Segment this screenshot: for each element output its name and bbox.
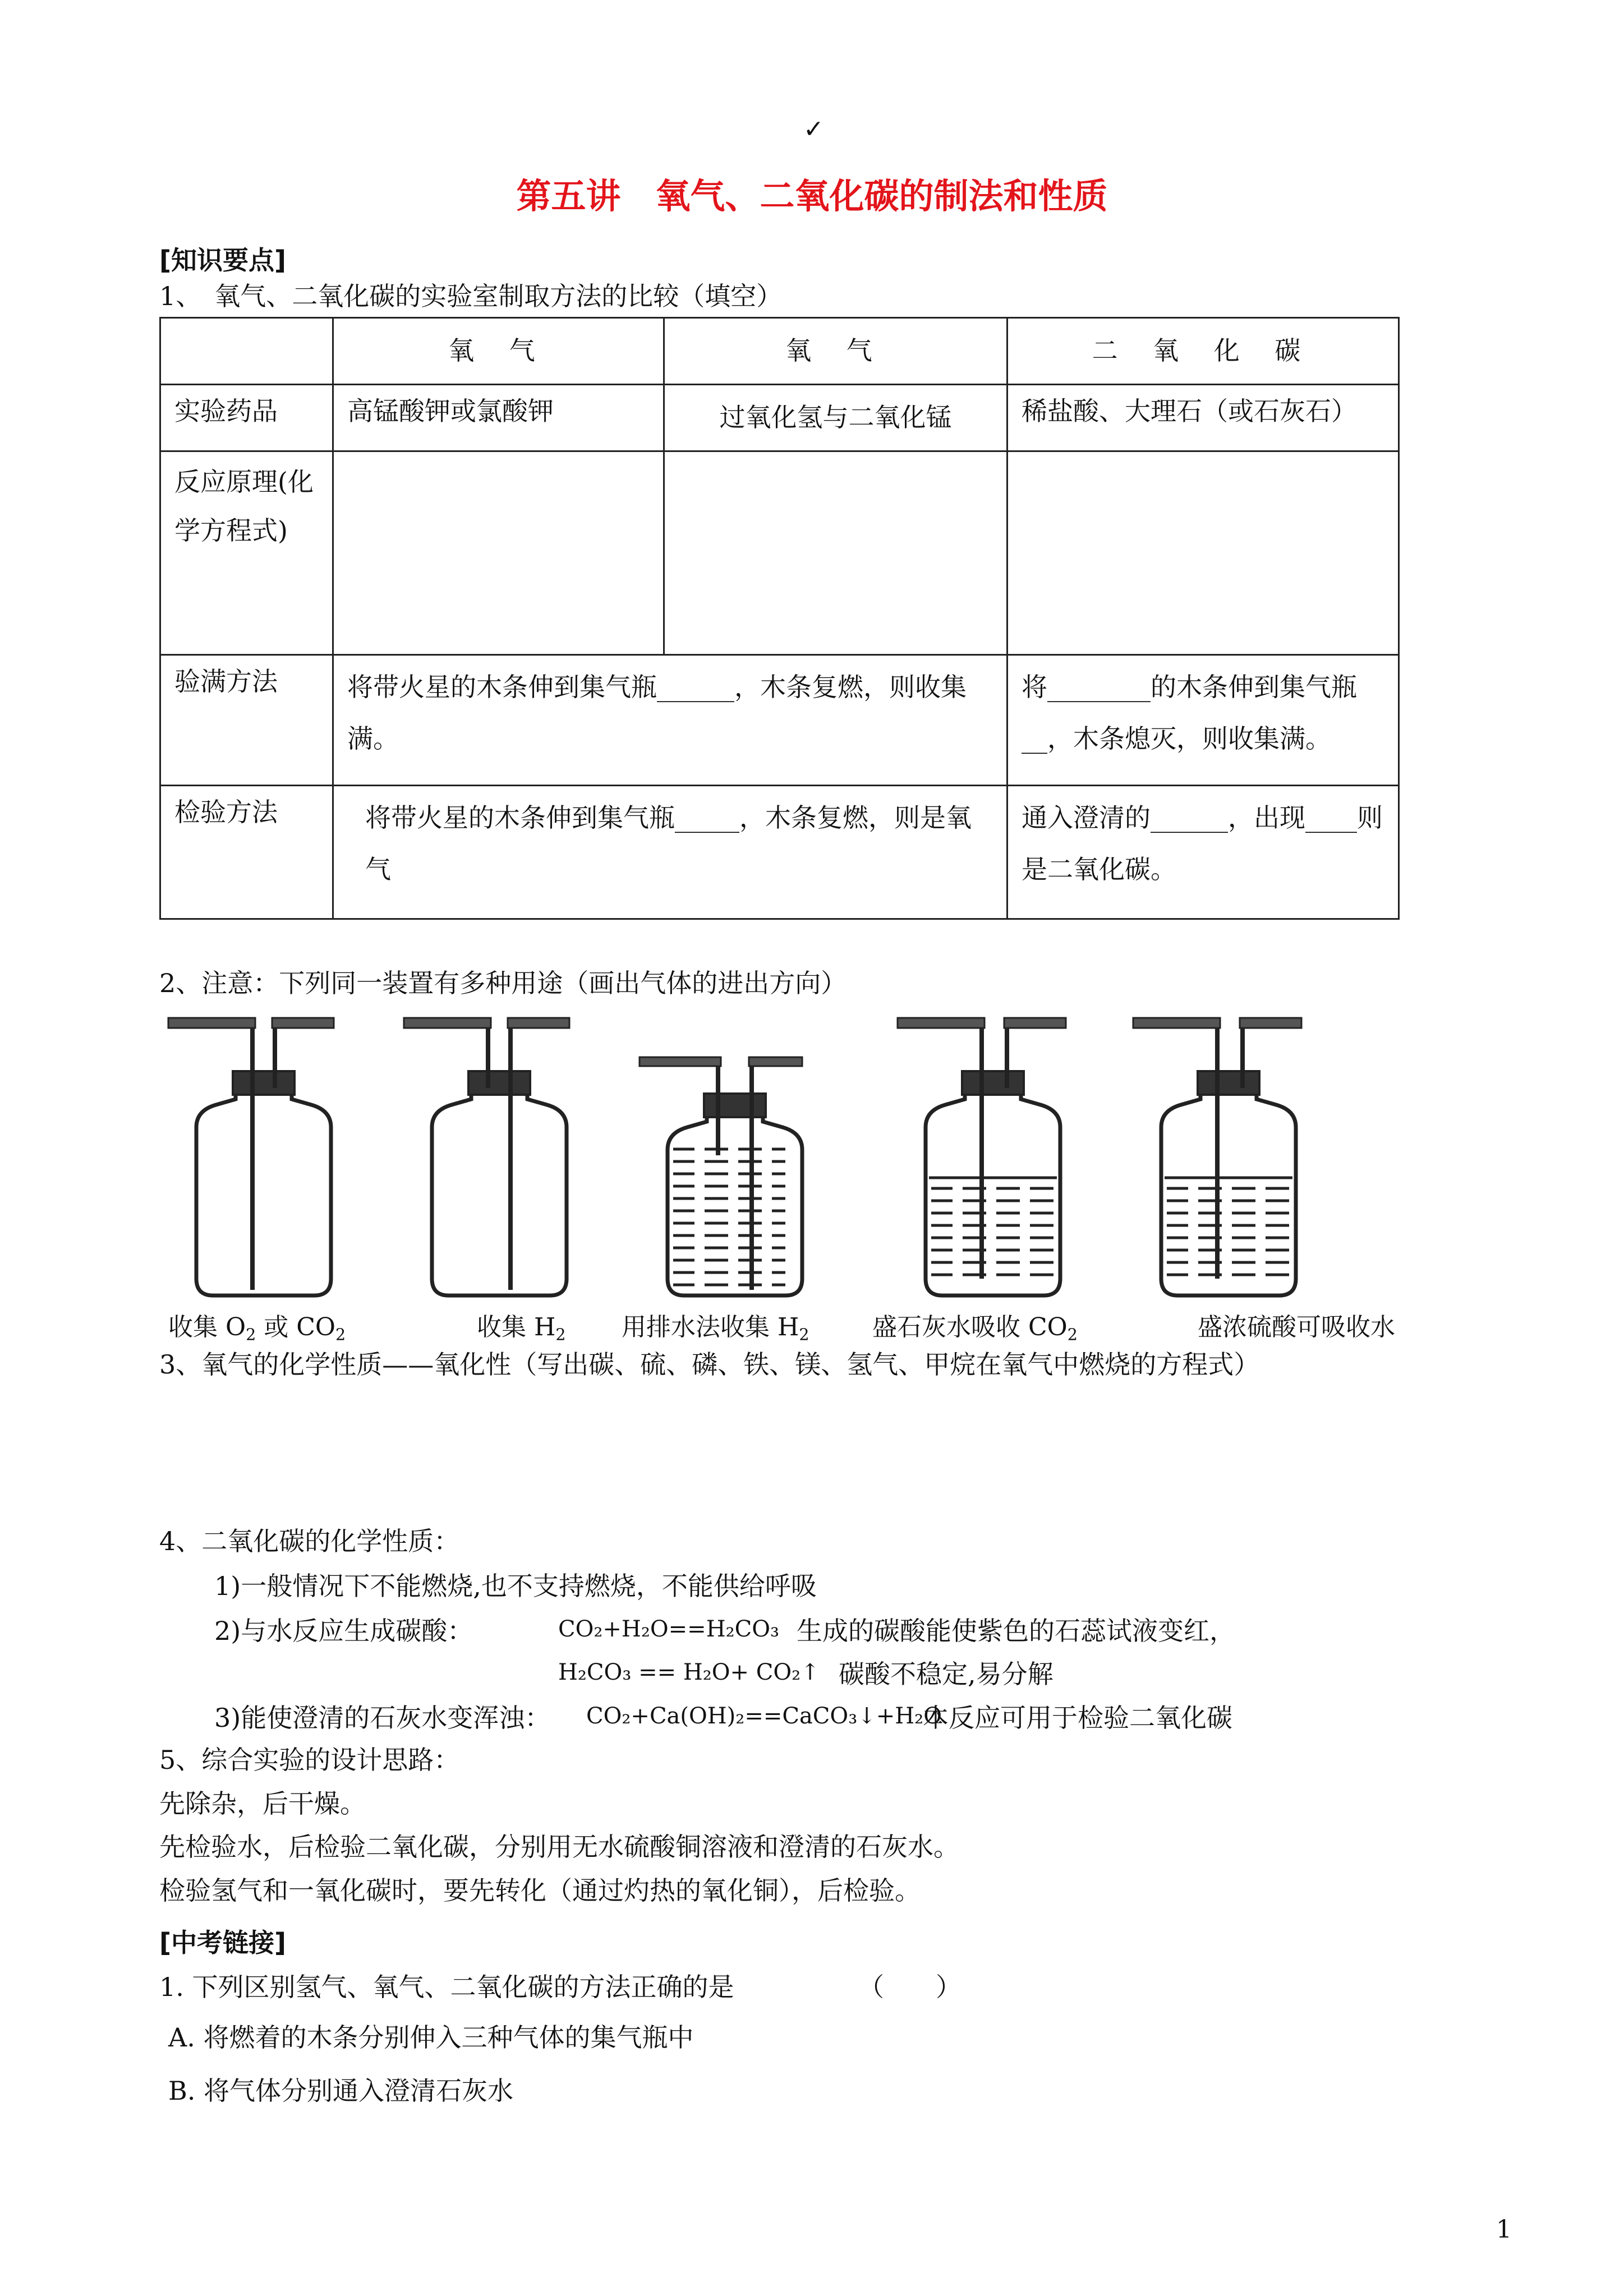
table-header-cell: 氧 气 (333, 318, 664, 385)
table-cell: 稀盐酸、大理石（或石灰石） (1007, 385, 1399, 451)
table-row (160, 385, 1399, 451)
caption-bottle-5: 盛浓硫酸可吸收水 (1198, 1313, 1395, 1341)
caption-bottle-3: 用排水法收集 $H_2$ (622, 1313, 809, 1344)
question-5-text: 5、综合实验的设计思路： (159, 1745, 460, 1775)
caption-bottle-4: 盛石灰水吸收 $CO_2$ (872, 1313, 1078, 1344)
bottle-water-displacement (640, 1057, 802, 1295)
q4-line-2b: 生成的碳酸能使紫色的石蕊试液变红， (797, 1616, 1235, 1646)
q4-line-1: 1)一般情况下不能燃烧,也不支持燃烧，不能供给呼吸 (214, 1571, 817, 1601)
table-row (160, 655, 1399, 786)
section-heading-knowledge: [知识要点] (159, 245, 287, 275)
row-label: 验满方法 (160, 655, 333, 786)
page-title: 第五讲 氧气、二氧化碳的制法和性质 (516, 176, 1108, 216)
q4-line-3a: 3)能使澄清的石灰水变浑浊： (214, 1703, 551, 1733)
q5-line-3: 检验氢气和一氧化碳时，要先转化（通过灼热的氧化铜），后检验。 (159, 1875, 921, 1906)
question-2-text: 2、注意：下列同一装置有多种用途（画出气体的进出方向） (159, 968, 847, 998)
table-cell[interactable] (664, 451, 1007, 655)
mc-question-1: 1. 下列区别氢气、氧气、二氧化碳的方法正确的是 (159, 1972, 734, 2002)
q4-line-3b: 本反应可用于检验二氧化碳 (923, 1703, 1232, 1733)
gas-bottle-diagrams (163, 1009, 1453, 1324)
option-b[interactable]: B. 将气体分别通入澄清石灰水 (168, 2076, 514, 2106)
table-cell: 将带火星的木条伸到集气瓶______，木条复燃，则收集满。 (333, 655, 1007, 786)
bottle-collect-o2-co2 (168, 1018, 334, 1295)
table-row (160, 786, 1399, 919)
option-a[interactable]: A. 将燃着的木条分别伸入三种气体的集气瓶中 (168, 2022, 694, 2053)
table-header-cell: 二 氧 化 碳 (1007, 318, 1399, 385)
table-cell: 高锰酸钾或氯酸钾 (333, 385, 664, 451)
answer-blank[interactable]: （ ） (858, 1972, 961, 2002)
caption-bottle-2: 收集 $H_2$ (477, 1313, 566, 1344)
bottle-collect-h2 (404, 1018, 569, 1295)
section-heading-exam-links: [中考链接] (159, 1928, 287, 1958)
row-label: 反应原理(化学方程式) (160, 451, 333, 655)
question-4-text: 4、二氧化碳的化学性质： (159, 1526, 460, 1556)
comparison-table (159, 317, 1400, 920)
table-header-cell: 氧 气 (664, 318, 1007, 385)
equation-limewater: CO₂+Ca(OH)₂==CaCO₃↓+H₂O (586, 1703, 942, 1729)
q4-line-2c: 碳酸不稳定,易分解 (839, 1659, 1053, 1689)
table-header-row (160, 318, 1399, 385)
table-cell: 通入澄清的______，出现____则是二氧化碳。 (1007, 786, 1399, 919)
table-header-cell (160, 318, 333, 385)
table-cell: 将带火星的木条伸到集气瓶_____，木条复燃，则是氧气 (333, 786, 1007, 919)
row-label: 检验方法 (160, 786, 333, 919)
bottle-sulfuric-acid (1133, 1018, 1301, 1295)
page-number: 1 (1496, 2215, 1512, 2244)
table-cell[interactable] (1007, 451, 1399, 655)
table-cell[interactable] (333, 451, 664, 655)
check-mark: ✓ (803, 115, 824, 144)
table-cell: 将________的木条伸到集气瓶__，木条熄灭，则收集满。 (1007, 655, 1399, 786)
q4-line-2a: 2)与水反应生成碳酸： (214, 1616, 473, 1646)
table-cell: 过氧化氢与二氧化锰 (664, 385, 1007, 451)
q5-line-1: 先除杂，后干燥。 (159, 1788, 366, 1819)
q5-line-2: 先检验水，后检验二氧化碳，分别用无水硫酸铜溶液和澄清的石灰水。 (159, 1832, 959, 1862)
table-row (160, 451, 1399, 655)
caption-bottle-1: 收集 $O_2$ 或 $CO_2$ (168, 1313, 346, 1344)
row-label: 实验药品 (160, 385, 333, 451)
question-1-text: 1、 氧气、二氧化碳的实验室制取方法的比较（填空） (159, 281, 783, 311)
question-3-text: 3、氧气的化学性质——氧化性（写出碳、硫、磷、铁、镁、氢气、甲烷在氧气中燃烧的方程式） (159, 1349, 1260, 1380)
bottle-limewater (898, 1018, 1066, 1295)
equation-h2co3-decompose: H₂CO₃ == H₂O+ CO₂↑ (558, 1659, 820, 1685)
equation-co2-h2o: CO₂+H₂O==H₂CO₃ (558, 1616, 780, 1642)
